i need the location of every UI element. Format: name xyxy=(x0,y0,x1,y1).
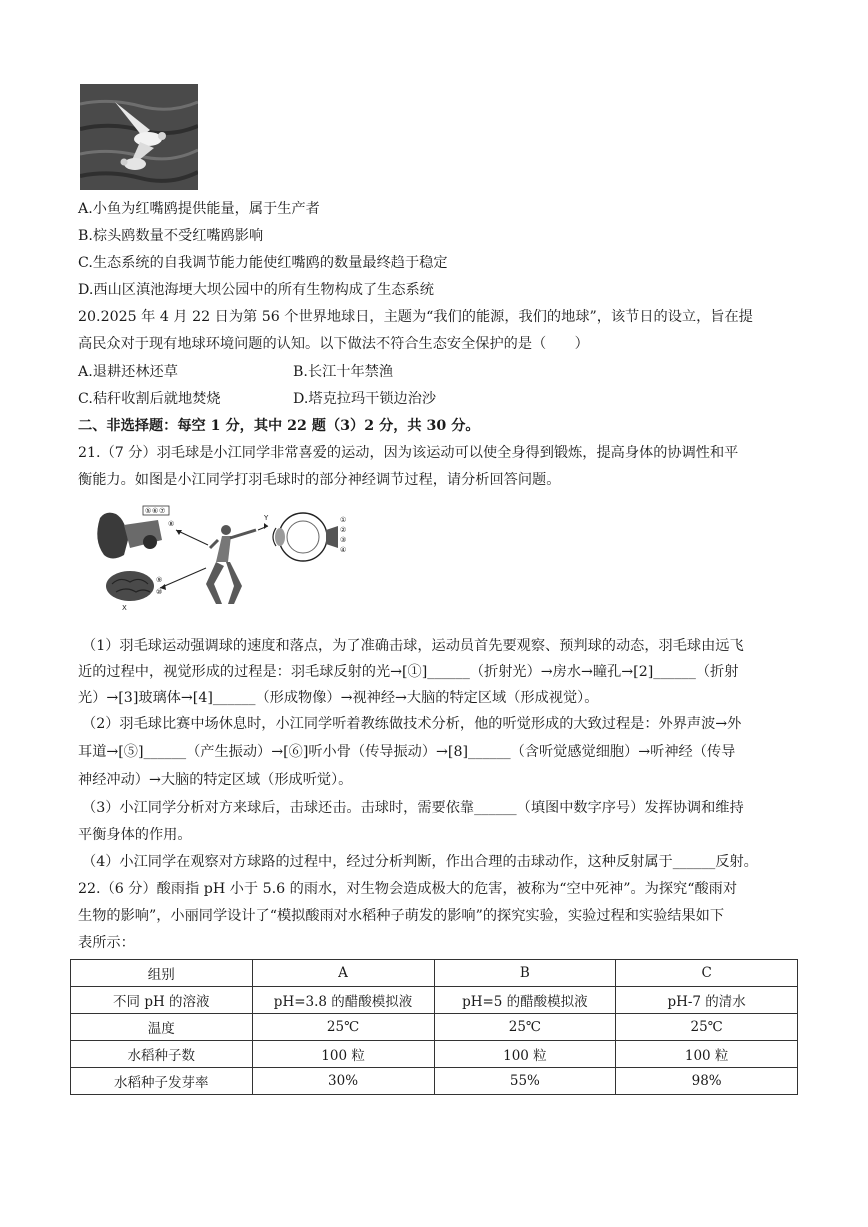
table-cell: 100 粒 xyxy=(252,1041,434,1068)
q20-option-c: C.秸秆收割后就地焚烧 xyxy=(78,391,221,407)
table-cell: 不同 pH 的溶液 xyxy=(71,987,253,1014)
q19-option-a: A.小鱼为红嘴鸥提供能量，属于生产者 xyxy=(78,201,320,217)
table-cell: C xyxy=(616,960,798,987)
eye-label-y: Y xyxy=(264,514,269,522)
eye-label-3: ③ xyxy=(340,536,347,544)
player-figure xyxy=(206,525,256,604)
q21-part2-line2: 耳道→[⑤]______（产生振动）→[⑥]听小骨（传导振动）→[8]______（含听觉感觉细胞）→听神经（传导 xyxy=(78,744,736,760)
q22-stem-line2: 生物的影响”，小丽同学设计了“模拟酸雨对水稻种子萌发的影响”的探究实验，实验过程和实验结果如下 xyxy=(78,908,725,924)
section-heading: 二、非选择题：每空 1 分，其中 22 题（3）2 分，共 30 分。 xyxy=(78,418,480,434)
q20-option-d: D.塔克拉玛干锁边治沙 xyxy=(293,391,437,407)
table-cell: pH-7 的清水 xyxy=(616,987,798,1014)
table-cell: 组别 xyxy=(71,960,253,987)
brain-icon xyxy=(106,571,154,601)
table-row xyxy=(71,1068,798,1095)
q21-part2-line3: 神经冲动）→大脑的特定区域（形成听觉）。 xyxy=(78,772,353,788)
gull-illustration xyxy=(80,84,198,190)
table-cell: A xyxy=(252,960,434,987)
nerve-regulation-diagram xyxy=(88,500,363,612)
q21-part1-line3: 光）→[3]玻璃体→[4]______（形成物像）→视神经→大脑的特定区域（形成视觉）。 xyxy=(78,690,599,706)
table-cell: 30% xyxy=(252,1068,434,1095)
q21-part3-line1: （3）小江同学分析对方来球后，击球还击。击球时，需要依靠______（填图中数字序号）发挥协调和维持 xyxy=(82,800,744,816)
eye-label-2: ② xyxy=(340,526,347,534)
eye-label-4: ④ xyxy=(340,546,347,554)
q19-option-c: C.生态系统的自我调节能力能使红嘴鸥的数量最终趋于稳定 xyxy=(78,255,448,271)
brain-label-x: X xyxy=(122,604,127,612)
table-cell: 25℃ xyxy=(616,1014,798,1041)
brain-label-9: ⑨ xyxy=(156,576,163,584)
ear-label-6: ⑥ xyxy=(152,507,159,515)
ear-label-5: ⑤ xyxy=(145,507,152,515)
table-cell: 100 粒 xyxy=(616,1041,798,1068)
table-row xyxy=(71,1014,798,1041)
table-cell: 98% xyxy=(616,1068,798,1095)
table-cell: B xyxy=(434,960,616,987)
q20-stem-line2: 高民众对于现有地球环境问题的认知。以下做法不符合生态安全保护的是（ ） xyxy=(78,336,589,352)
q21-part1-line1: （1）羽毛球运动强调球的速度和落点，为了准确击球，运动员首先要观察、预判球的动态，羽毛球由远飞 xyxy=(82,638,744,654)
experiment-results-table xyxy=(70,959,798,1095)
table-cell: pH=3.8 的醋酸模拟液 xyxy=(252,987,434,1014)
q21-part1-line2: 近的过程中，视觉形成的过程是：羽毛球反射的光→[①]______（折射光）→房水→瞳孔→[2]______（折射 xyxy=(78,664,739,680)
ear-label-7: ⑦ xyxy=(159,507,166,515)
q21-part2-line1: （2）羽毛球比赛中场休息时，小江同学听着教练做技术分析，他的听觉形成的大致过程是：外界声波→外 xyxy=(82,716,742,732)
table-cell: 100 粒 xyxy=(434,1041,616,1068)
eye-label-1: ① xyxy=(340,516,347,524)
table-cell: 25℃ xyxy=(252,1014,434,1041)
q19-option-d: D.西山区滇池海埂大坝公园中的所有生物构成了生态系统 xyxy=(78,282,434,298)
diagram-svg xyxy=(88,500,363,612)
table-row xyxy=(71,987,798,1014)
table-row xyxy=(71,1041,798,1068)
q21-part4-line1: （4）小江同学在观察对方球路的过程中，经过分析判断，作出合理的击球动作，这种反射属于______反射。 xyxy=(82,854,758,870)
table-cell: 水稻种子发芽率 xyxy=(71,1068,253,1095)
table-cell: 25℃ xyxy=(434,1014,616,1041)
table-cell: 温度 xyxy=(71,1014,253,1041)
q19-option-b: B.棕头鸥数量不受红嘴鸥影响 xyxy=(78,228,264,244)
brain-label-10: ⑩ xyxy=(156,588,163,596)
q21-stem-line2: 衡能力。如图是小江同学打羽毛球时的部分神经调节过程，请分析回答问题。 xyxy=(78,472,561,488)
gull-photo xyxy=(80,84,198,190)
q21-stem-line1: 21.（7 分）羽毛球是小江同学非常喜爱的运动，因为该运动可以使全身得到锻炼，提高身体的协调性和平 xyxy=(78,445,739,461)
q22-stem-line3: 表所示： xyxy=(78,935,135,951)
q22-stem-line1: 22.（6 分）酸雨指 pH 小于 5.6 的雨水，对生物会造成极大的危害，被称为“空中死神”。为探究“酸雨对 xyxy=(78,881,738,897)
table-cell: 55% xyxy=(434,1068,616,1095)
q21-part3-line2: 平衡身体的作用。 xyxy=(78,827,192,843)
q20-option-b: B.长江十年禁渔 xyxy=(293,364,394,380)
ear-label-8: ⑧ xyxy=(168,520,175,528)
eye-icon xyxy=(273,513,338,561)
table-row xyxy=(71,960,798,987)
table-cell: 水稻种子数 xyxy=(71,1041,253,1068)
q20-option-a: A.退耕还林还草 xyxy=(78,364,178,380)
table-cell: pH=5 的醋酸模拟液 xyxy=(434,987,616,1014)
q20-stem-line1: 20.2025 年 4 月 22 日为第 56 个世界地球日，主题为“我们的能源，我们的地球”，该节日的设立，旨在提 xyxy=(78,309,753,325)
